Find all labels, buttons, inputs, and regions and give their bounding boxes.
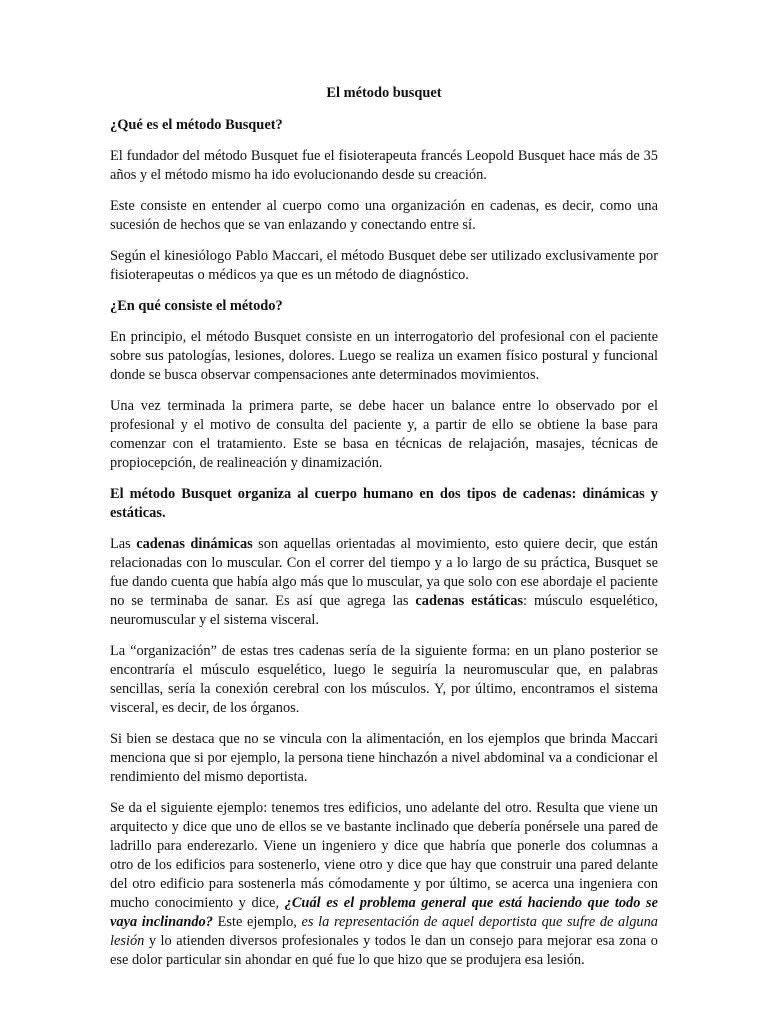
section-heading-en-que-consiste: ¿En qué consiste el método? — [110, 298, 283, 314]
text-run: Se da el siguiente ejemplo: tenemos tres edificios, uno adelante del otro. Resulta que viene un arquitecto y dice que uno de ellos se ve bastante inclinado que debería ponérsele una pared de ladrillo para enderezarlo. Viene un ingeniero y dice que habría que ponerle dos columnas a otro de los edificios para sostenerlo, viene otro y dice que hay que construir una pared delante del otro edificio para sostenerla más cómodamente y por último, se acerca una ingeniera con mucho conocimiento y dice, — [110, 800, 658, 911]
section-heading-que-es: ¿Qué es el método Busquet? — [110, 117, 283, 133]
paragraph-fundador: El fundador del método Busquet fue el fisioterapeuta francés Leopold Busquet hace más de 35 años y el método mismo ha ido evolucionando desde su creación. — [110, 148, 658, 183]
paragraph-cadenas — [110, 535, 658, 630]
paragraph-alimentacion: Si bien se destaca que no se vincula con la alimentación, en los ejemplos que brinda Maccari menciona que si por ejemplo, la persona tiene hinchazón a nivel abdominal va a condicionar el rendimiento del mismo deportista. — [110, 731, 658, 785]
text-run: : músculo esquelético, neuromuscular y el sistema visceral. — [110, 593, 659, 628]
italic-phrase: es la representación de aquel deportista que sufre de alguna lesión — [110, 914, 658, 949]
text-run: y lo atienden diversos profesionales y todos le dan un consejo para mejorar esa zona o ese dolor particular sin ahondar en qué fue lo que hizo que se produjera esa lesión. — [110, 933, 658, 968]
paragraph-organizacion-tres-cadenas: La “organización” de estas tres cadenas sería de la siguiente forma: en un plano posterior se encontraría el músculo esquelético, luego le seguiría la neuromuscular que, en palabras sencillas, sería la conexión cerebral con los músculos. Y, por último, encontramos el sistema visceral, es decir, de los órganos. — [110, 643, 658, 716]
bold-term-cadenas-estaticas: cadenas estáticas — [415, 593, 524, 609]
document-title: El método busquet — [326, 85, 442, 101]
paragraph-interrogatorio: En principio, el método Busquet consiste en un interrogatorio del profesional con el paciente sobre sus patologías, lesiones, dolores. Luego se realiza un examen físico postural y funcional donde se busca observar compensaciones ante determinados movimientos. — [110, 329, 658, 383]
paragraph-organizacion-cadenas: Este consiste en entender al cuerpo como una organización en cadenas, es decir, como una sucesión de hechos que se van enlazando y conectando entre sí. — [110, 198, 658, 233]
document-page — [110, 84, 658, 982]
paragraph-maccari: Según el kinesiólogo Pablo Maccari, el método Busquet debe ser utilizado exclusivamente por fisioterapeutas o médicos ya que es un método de diagnóstico. — [110, 248, 658, 283]
text-run: Las — [110, 536, 137, 552]
bold-term-cadenas-dinamicas: cadenas dinámicas — [136, 536, 253, 552]
paragraph-ejemplo-edificios — [110, 799, 658, 970]
text-run: son aquellas orientadas al movimiento, esto quiere decir, que están relacionadas con lo muscular. Con el correr del tiempo y a lo largo de su práctica, Busquet se fue dando cuenta que había algo más que lo muscular, ya que solo con ese abordaje el paciente no se terminaba de sanar. Es así que agrega las — [110, 536, 658, 609]
paragraph-balance: Una vez terminada la primera parte, se debe hacer un balance entre lo observado por el profesional y el motivo de consulta del paciente y, a partir de ello se obtiene la base para comenzar con el tratamiento. Este se basa en técnicas de relajación, masajes, técnicas de propiocepción, de realineación y dinamización. — [110, 398, 658, 471]
text-run: Este ejemplo, — [212, 914, 302, 930]
bold-italic-question: ¿Cuál es el problema general que está haciendo que todo se vaya inclinando? — [110, 895, 658, 930]
section-heading-tipos-cadenas: El método Busquet organiza al cuerpo humano en dos tipos de cadenas: dinámicas y estáticas. — [110, 486, 658, 521]
